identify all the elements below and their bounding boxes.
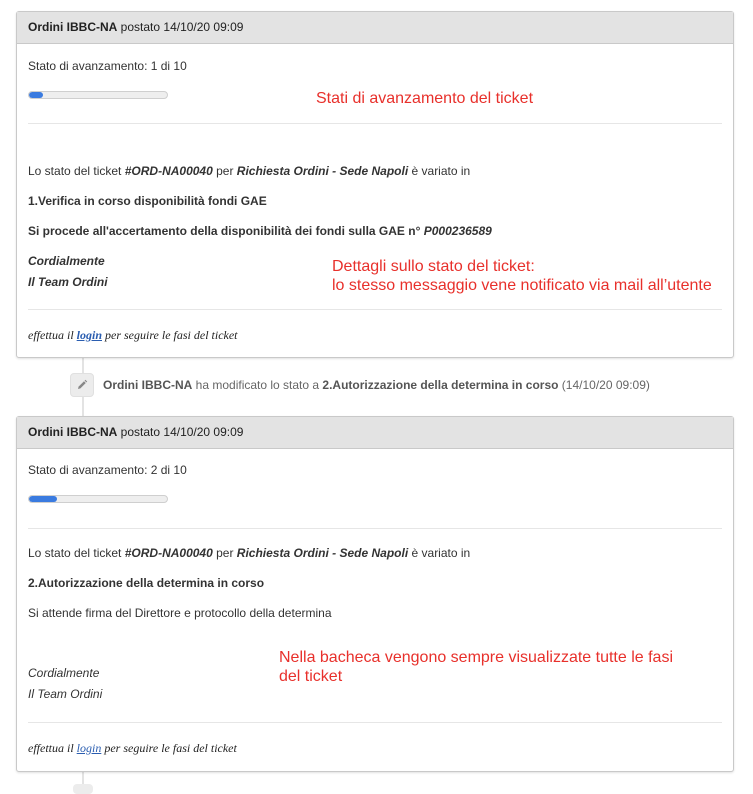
ticket-card-2 xyxy=(16,416,734,772)
login-link[interactable]: login xyxy=(76,328,102,342)
card-header xyxy=(17,12,733,44)
ticket-id: #ORD-NA00040 xyxy=(124,546,213,560)
annotation-progress: Stati di avanzamento del ticket xyxy=(316,90,534,107)
closing-signature: Il Team Ordini xyxy=(28,275,108,289)
login-link[interactable]: login xyxy=(76,741,102,755)
closing-signature: Il Team Ordini xyxy=(28,687,103,701)
progress-bar xyxy=(28,495,168,503)
status-intro: Lo stato del ticket #ORD-NA00040 per Richiesta Ordini - Sede Napoli è variato in xyxy=(28,164,471,178)
closing-greeting: Cordialmente xyxy=(28,254,105,268)
state-title: 2.Autorizzazione della determina in corso xyxy=(28,576,265,590)
card-header xyxy=(17,417,733,449)
posted-timestamp: 14/10/20 09:09 xyxy=(163,20,244,34)
ticket-card-1 xyxy=(16,11,734,358)
request-name: Richiesta Ordini - Sede Napoli xyxy=(236,164,409,178)
divider xyxy=(28,309,722,310)
gae-code: P000236589 xyxy=(423,224,492,238)
progress-fill xyxy=(29,496,57,502)
annotation-board: Nella bacheca vengono sempre visualizzate tutte le fasi del ticket xyxy=(279,649,673,685)
timeline-event xyxy=(70,372,650,398)
closing-greeting: Cordialmente xyxy=(28,666,100,680)
footer-note: effettua il login per seguire le fasi del ticket xyxy=(28,328,238,342)
author-name: Ordini IBBC-NA xyxy=(28,425,118,439)
event-action: ha modificato lo stato a xyxy=(192,378,323,392)
progress-label: Stato di avanzamento: 2 di 10 xyxy=(28,463,187,477)
state-title: 1.Verifica in corso disponibilità fondi GAE xyxy=(28,194,267,208)
ticket-id: #ORD-NA00040 xyxy=(124,164,213,178)
divider xyxy=(28,123,722,124)
status-intro: Lo stato del ticket #ORD-NA00040 per Richiesta Ordini - Sede Napoli è variato in xyxy=(28,546,471,560)
divider xyxy=(28,528,722,529)
request-name: Richiesta Ordini - Sede Napoli xyxy=(236,546,409,560)
divider xyxy=(28,722,722,723)
next-event-icon xyxy=(73,784,93,794)
footer-note: effettua il login per seguire le fasi del ticket xyxy=(28,741,237,755)
progress-fill xyxy=(29,92,43,98)
progress-bar xyxy=(28,91,168,99)
annotation-details: Dettagli sullo stato del ticket: lo stesso messaggio vene notificato via mail all’utente xyxy=(332,258,712,294)
pencil-icon xyxy=(70,373,94,397)
posted-label: postato xyxy=(120,20,161,34)
event-timestamp: (14/10/20 09:09) xyxy=(558,378,650,392)
event-actor: Ordini IBBC-NA xyxy=(103,378,193,392)
author-name: Ordini IBBC-NA xyxy=(28,20,118,34)
progress-label: Stato di avanzamento: 1 di 10 xyxy=(28,59,187,73)
event-new-state: 2.Autorizzazione della determina in corso xyxy=(322,378,559,392)
state-description: Si attende firma del Direttore e protocollo della determina xyxy=(28,606,332,620)
posted-label: postato xyxy=(120,425,161,439)
state-description: Si procede all'accertamento della disponibilità dei fondi sulla GAE n° P000236589 xyxy=(28,224,492,238)
posted-timestamp: 14/10/20 09:09 xyxy=(163,425,244,439)
